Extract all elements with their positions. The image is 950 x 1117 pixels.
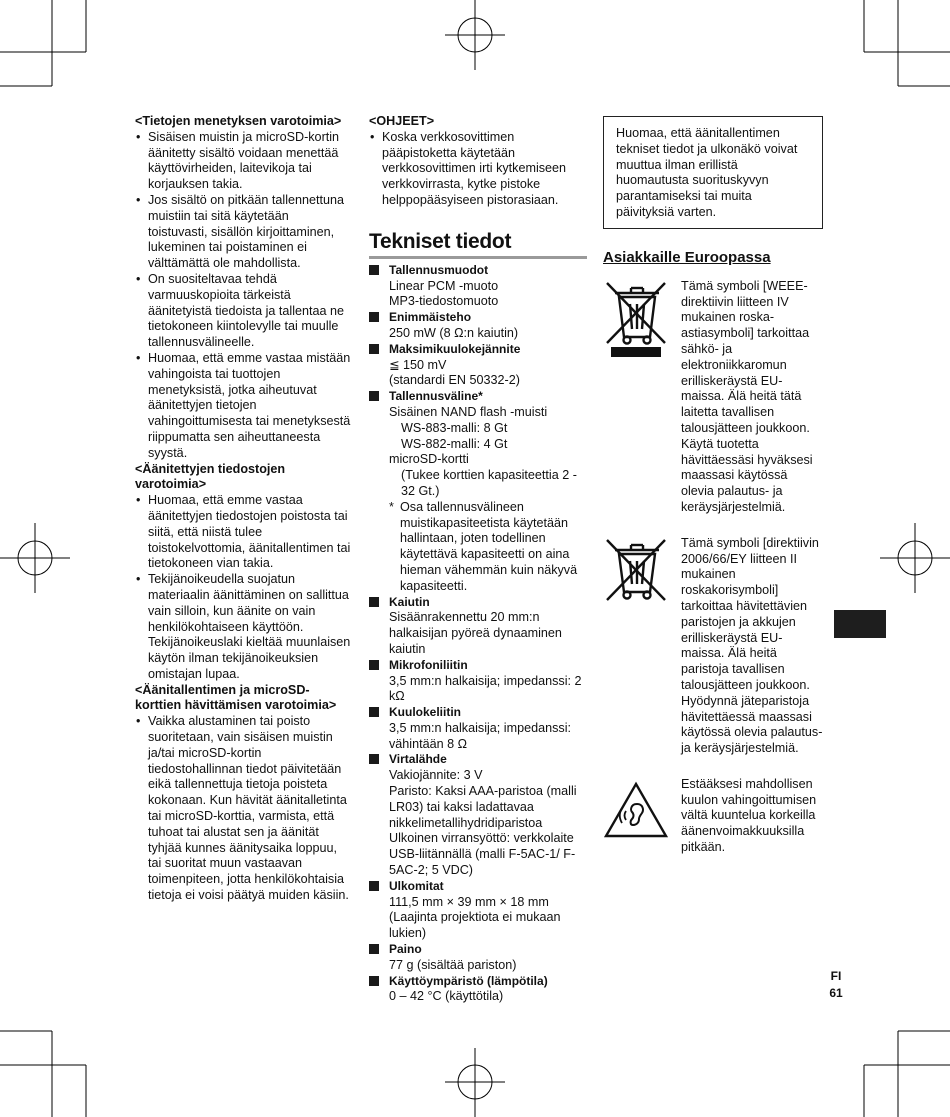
weee-text-content: Tämä symboli [WEEE-direktiivin liitteen IV mukainen roska-astiasymboli] tarkoittaa sähkö- ja elektroniikkaromun erilliskeräystä EU-maissa. Älä heitä tätä laitetta tavallisen talousjätteen joukkoon. Käytä tuotetta hävittäessäsi hyväksesi maassasi käytössä olevia palautus- ja keräysjärjestelmiä. — [681, 278, 813, 514]
spec-list — [369, 263, 587, 1005]
list-item: • Huomaa, että emme vastaa äänitettyjen tiedostojen poistosta tai siitä, että niistä tulee toistokelvottomia, äänitallentimen tai tietokoneen vian takia. — [135, 493, 351, 572]
spec-footnote: * Osa tallennusvälineen muistikapasiteetista käytetään hallintaan, joten todellinen käytettävä kapasiteetti on aina hieman vähemmän kuin näkyvä kapasiteetti. — [389, 500, 587, 595]
spec-label: Käyttöympäristö (lämpötila) — [389, 974, 587, 990]
left-column — [135, 114, 351, 904]
spec-value: Sisäänrakennettu 20 mm:n halkaisijan pyöreä dynaaminen kaiutin — [389, 610, 562, 656]
list-item: • Koska verkkosovittimen pääpistoketta käytetään verkkosovittimen irti kytkemiseen verkkovirrasta, kytke pistoke helppopääsyiseen pistorasiaan. — [369, 130, 587, 209]
spec-label: Tallennusväline* — [389, 389, 587, 405]
spec-value: 0 – 42 °C (käyttötila) — [389, 989, 504, 1004]
crossed-bin-icon — [603, 279, 669, 357]
battery-text-content: Tämä symboli [direktiivin 2006/66/EY liitteen II mukainen roskakorisymboli] tarkoittaa hävitettävien paristojen ja akkujen erilliskeräystä EU-maissa. Älä heitä paristoja tavallisen talousjätteen joukkoon. Hyödynnä jäteparistoja hävitettäessä maassasi käytössä olevia palautus- ja keräysjärjestelmiä. — [681, 535, 823, 756]
list-item: • Jos sisältö on pitkään tallennettuna muistiin tai sitä käytetään toistuvasti, sisällön kirjoittaminen, lukeminen tai poistaminen ei välttämättä ole mahdollista. — [135, 193, 351, 272]
spec-label: Tallennusmuodot — [389, 263, 587, 279]
customers-in-europe-title: Asiakkaille Euroopassa — [603, 248, 771, 266]
spec-value: (standardi EN 50332-2) — [389, 373, 520, 388]
spec-value: ≦ 150 mV — [389, 357, 447, 372]
spec-max-voltage — [369, 342, 587, 389]
instructions-heading: <OHJEET> — [369, 114, 435, 128]
spec-earphone-jack — [369, 705, 587, 752]
battery-notice — [603, 536, 823, 757]
spec-value: (Tukee korttien kapasiteettia 2 - 32 Gt.) — [401, 468, 577, 498]
spec-label: Maksimikuulokejännite — [389, 342, 587, 358]
spec-dimensions — [369, 879, 587, 942]
right-column — [603, 116, 823, 856]
page-footer — [826, 968, 846, 1002]
spec-change-notice: Huomaa, että äänitallentimen tekniset tiedot ja ulkonäkö voivat muuttua ilman erillistä huomautusta suorituskyvyn parantamiseksi tai muita päivityksiä varten. — [603, 116, 823, 229]
spec-power — [369, 752, 587, 878]
spec-label: Mikrofoniliitin — [389, 658, 587, 674]
spec-value: WS-882-malli: 4 Gt — [401, 436, 508, 451]
page-number: 61 — [829, 986, 843, 1000]
spec-value: microSD-kortti — [389, 452, 469, 467]
spec-label: Paino — [389, 942, 587, 958]
spec-label: Kaiutin — [389, 595, 587, 611]
spec-recording-media — [369, 389, 587, 594]
spec-label: Enimmäisteho — [389, 310, 587, 326]
spec-value: Paristo: Kaksi AAA-paristoa (malli LR03) tai kaksi ladattavaa nikkelimetallihydridiparistoa — [389, 784, 577, 830]
spec-environment — [369, 974, 587, 1006]
list-item: • Sisäisen muistin ja microSD-kortin äänitetty sisältö voidaan menettää käyttövirheiden, laitevikoja tai korjauksen takia. — [135, 130, 351, 193]
crossed-bin-icon — [603, 536, 669, 602]
spec-value: MP3-tiedostomuoto — [389, 294, 499, 309]
spec-value: Ulkoinen virransyöttö: verkkolaite USB-liitännällä (malli F-5AC-1/ F-5AC-2; 5 VDC) — [389, 831, 576, 878]
recorded-files-heading: <Äänitettyjen tiedostojen varotoimia> — [135, 461, 286, 492]
spec-value: Linear PCM -muoto — [389, 278, 499, 293]
spec-mic-jack — [369, 658, 587, 705]
spec-value: Vakiojännite: 3 V — [389, 768, 483, 783]
list-item: • Tekijänoikeudella suojatun materiaalin äänittäminen on sallittua vain silloin, kun äänite on vain henkilökohtaiseen käyttöön. Tekijänoikeuslaki kieltää muunlaisen käytön ilman tekijänoikeuksien omistajan lupaa. — [135, 572, 351, 683]
specifications-title: Tekniset tiedot — [369, 230, 587, 259]
spec-value: (Laajinta projektiota ei mukaan lukien) — [389, 910, 561, 941]
list-item: • On suositeltavaa tehdä varmuuskopioita tärkeistä äänitetyistä tiedoista ja tallentaa ne tietokoneen kiintolevylle tai muulle tallennusvälineelle. — [135, 272, 351, 351]
list-item: • Huomaa, että emme vastaa mistään vahingoista tai tuottojen menetyksistä, jotka aiheutuvat äänitettyjen tietojen vahingoittumisesta tai menetyksestä riippumatta sen aiheuttaneesta syystä. — [135, 351, 351, 462]
spec-label: Kuulokeliitin — [389, 705, 587, 721]
data-loss-heading: <Tietojen menetyksen varotoimia> — [135, 114, 342, 128]
hearing-notice — [603, 777, 823, 856]
spec-value: 111,5 mm × 39 mm × 18 mm — [389, 894, 549, 909]
spec-value: WS-883-malli: 8 Gt — [401, 420, 508, 435]
instructions-list — [369, 130, 587, 209]
hearing-warning-icon — [603, 781, 669, 841]
spec-speaker — [369, 595, 587, 658]
recorded-files-list — [135, 493, 351, 683]
spec-label: Virtalähde — [389, 752, 587, 768]
middle-column — [369, 114, 587, 1005]
list-item: • Vaikka alustaminen tai poisto suoritetaan, vain sisäisen muistin ja/tai microSD-kortin tiedostohallinnan tiedot päivitetään eikä tallennettuja tietoja poisteta kokonaan. Kun hävität äänitalletinta tai microSD-korttia, varmista, että tuhoat tai alustat sen ja äänität tyhjää kunnes äänitysaika loppuu, tai suoritat muun vastaavan toimenpiteen, jotta henkilökohtaisia tietoja ei voisi päätyä muiden käsiin. — [135, 714, 351, 904]
weee-notice — [603, 279, 823, 516]
spec-recording-format — [369, 263, 587, 310]
spec-value: 77 g (sisältää pariston) — [389, 957, 517, 972]
spec-max-power — [369, 310, 587, 342]
disposal-list — [135, 714, 351, 904]
spec-value: 250 mW (8 Ω:n kaiutin) — [389, 325, 519, 340]
spec-value: Sisäinen NAND flash -muisti — [389, 404, 548, 419]
section-tab-marker — [834, 610, 886, 638]
spec-value: 3,5 mm:n halkaisija; impedanssi: vähintään 8 Ω — [389, 720, 571, 751]
spec-value: 3,5 mm:n halkaisija; impedanssi: 2 kΩ — [389, 673, 582, 704]
data-loss-list — [135, 130, 351, 462]
hearing-text-content: Estääksesi mahdollisen kuulon vahingoittumisen vältä kuuntelua korkeilla äänenvoimakkuuksilla pitkään. — [681, 776, 817, 855]
spec-label: Ulkomitat — [389, 879, 587, 895]
disposal-heading: <Äänitallentimen ja microSD-korttien hävittämisen varotoimia> — [135, 682, 337, 713]
spec-weight — [369, 942, 587, 974]
language-code: FI — [830, 969, 842, 983]
